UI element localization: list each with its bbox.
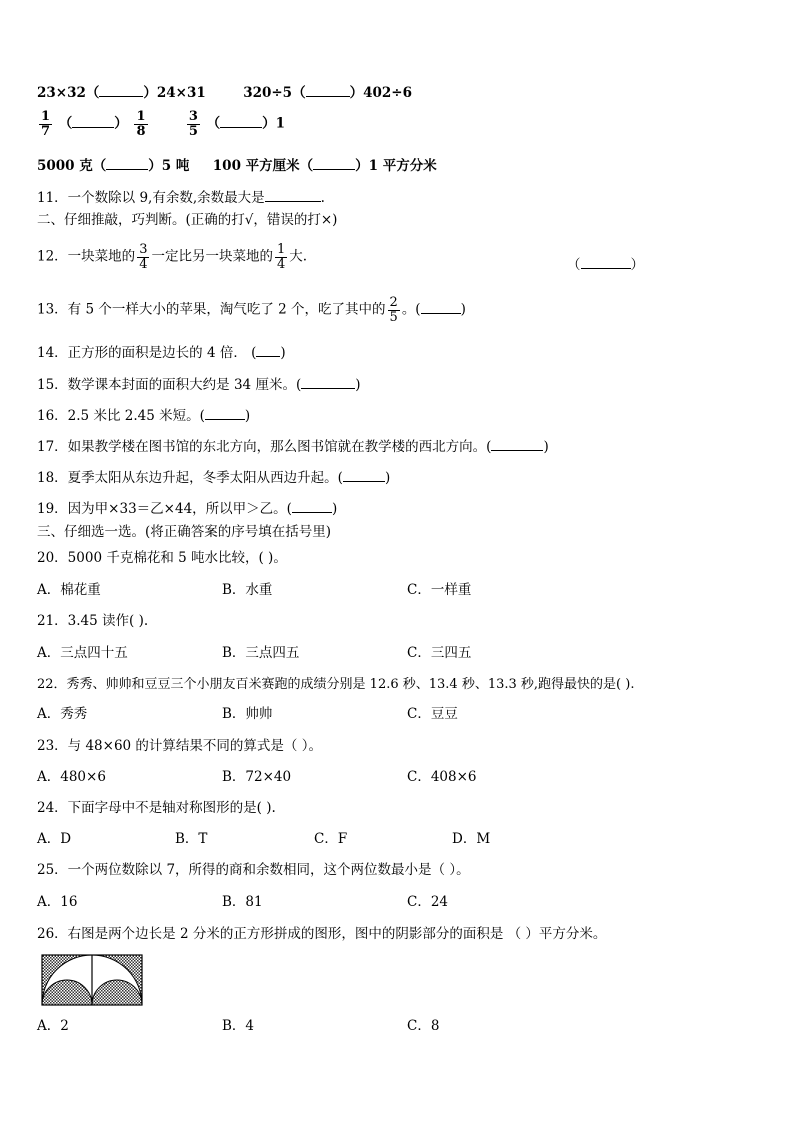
answer-blank[interactable] bbox=[256, 344, 280, 357]
question-19: 19．因为甲×33＝乙×44，所以甲＞乙。( ) bbox=[37, 501, 338, 517]
section-3-heading: 三、仔细选一选。(将正确答案的序号填在括号里) bbox=[37, 524, 332, 540]
option-a[interactable]: A．棉花重 bbox=[37, 582, 101, 598]
answer-blank[interactable] bbox=[301, 376, 355, 389]
option-c[interactable]: C．8 bbox=[407, 1018, 440, 1034]
question-18: 18．夏季太阳从东边升起，冬季太阳从西边升起。( ) bbox=[37, 470, 391, 486]
question-11: 11．一个数除以 9,有余数,余数最大是 . bbox=[37, 190, 325, 206]
question-24: 24．下面字母中不是轴对称图形的是( ). bbox=[37, 800, 276, 816]
compare-row-2: $\frac{1}{7}$ （ ） $\frac{1}{8}$ $\frac{3}{5}$ （ ）1 bbox=[41, 109, 286, 139]
answer-blank[interactable] bbox=[343, 469, 385, 482]
option-b[interactable]: B．帅帅 bbox=[222, 706, 273, 722]
question-26: 26．右图是两个边长是 2 分米的正方形拼成的图形，图中的阴影部分的面积是 （ ）平方分米。 bbox=[37, 926, 607, 942]
shaded-squares-figure bbox=[41, 954, 145, 1006]
option-a[interactable]: A．480×6 bbox=[37, 769, 106, 785]
option-b[interactable]: B．72×40 bbox=[222, 769, 292, 785]
compare-row-3: 5000 克（ ）5 吨 100 平方厘米（ ）1 平方分米 bbox=[37, 158, 437, 174]
option-c[interactable]: C．一样重 bbox=[407, 582, 472, 598]
answer-blank[interactable] bbox=[421, 301, 461, 314]
fraction: $\frac{3}{5}$ bbox=[188, 109, 198, 139]
question-14: 14．正方形的面积是边长的 4 倍． ( ) bbox=[37, 345, 286, 361]
question-22: 22．秀秀、帅帅和豆豆三个小朋友百米赛跑的成绩分别是 12.6 秒、13.4 秒、13.3 秒,跑得最快的是( ). bbox=[37, 677, 635, 692]
option-b[interactable]: B．水重 bbox=[222, 582, 273, 598]
answer-blank[interactable] bbox=[306, 84, 350, 97]
fraction: $\frac{2}{5}$ bbox=[389, 295, 398, 325]
answer-blank[interactable] bbox=[106, 157, 148, 170]
fraction: $\frac{1}{7}$ bbox=[41, 109, 51, 139]
fraction: $\frac{1}{4}$ bbox=[276, 242, 286, 272]
fraction: $\frac{3}{4}$ bbox=[139, 242, 148, 272]
option-b[interactable]: B．T bbox=[175, 831, 208, 847]
option-b[interactable]: B．4 bbox=[222, 1018, 255, 1034]
option-c[interactable]: C．三四五 bbox=[407, 645, 472, 661]
answer-blank[interactable] bbox=[220, 115, 262, 128]
answer-blank[interactable] bbox=[265, 189, 321, 202]
question-23: 23．与 48×60 的计算结果不同的算式是（ ）。 bbox=[37, 738, 322, 754]
option-c[interactable]: C．408×6 bbox=[407, 769, 477, 785]
answer-blank[interactable] bbox=[491, 438, 543, 451]
option-a[interactable]: A．16 bbox=[37, 894, 78, 910]
answer-paren[interactable]: （ ） bbox=[567, 257, 644, 273]
option-b[interactable]: B．三点四五 bbox=[222, 645, 300, 661]
question-25: 25．一个两位数除以 7，所得的商和余数相同，这个两位数最小是（ ）。 bbox=[37, 862, 470, 878]
answer-blank[interactable] bbox=[205, 407, 245, 420]
answer-blank[interactable] bbox=[99, 84, 143, 97]
question-13: 13．有 5 个一样大小的苹果，淘气吃了 2 个，吃了其中的 $\frac{2}{5}$ 。( ) bbox=[37, 295, 466, 325]
option-a[interactable]: A．秀秀 bbox=[37, 706, 88, 722]
fraction: $\frac{1}{8}$ bbox=[136, 109, 146, 139]
question-20: 20．5000 千克棉花和 5 吨水比较，( )。 bbox=[37, 550, 287, 566]
option-c[interactable]: C．豆豆 bbox=[407, 706, 458, 722]
compare-row-1: 23×32（ ）24×31 320÷5（ ）402÷6 bbox=[37, 85, 412, 101]
section-2-heading: 二、仔细推敲，巧判断。(正确的打√，错误的打×) bbox=[37, 212, 338, 228]
option-b[interactable]: B．81 bbox=[222, 894, 263, 910]
option-d[interactable]: D．M bbox=[452, 831, 491, 847]
answer-blank[interactable] bbox=[292, 500, 332, 513]
answer-blank[interactable] bbox=[72, 115, 114, 128]
option-a[interactable]: A．2 bbox=[37, 1018, 69, 1034]
option-c[interactable]: C．F bbox=[314, 831, 348, 847]
option-a[interactable]: A．D bbox=[37, 831, 72, 847]
question-17: 17．如果教学楼在图书馆的东北方向，那么图书馆就在教学楼的西北方向。( ) bbox=[37, 439, 549, 455]
question-16: 16．2.5 米比 2.45 米短。( ) bbox=[37, 408, 251, 424]
option-c[interactable]: C．24 bbox=[407, 894, 449, 910]
answer-blank[interactable] bbox=[313, 157, 355, 170]
option-a[interactable]: A．三点四十五 bbox=[37, 645, 128, 661]
question-15: 15．数学课本封面的面积大约是 34 厘米。( ) bbox=[37, 377, 361, 393]
question-21: 21．3.45 读作( ). bbox=[37, 613, 149, 629]
question-12: 12．一块菜地的 $\frac{3}{4}$ 一定比另一块菜地的 $\frac{1}{4}$ 大. bbox=[37, 242, 308, 272]
